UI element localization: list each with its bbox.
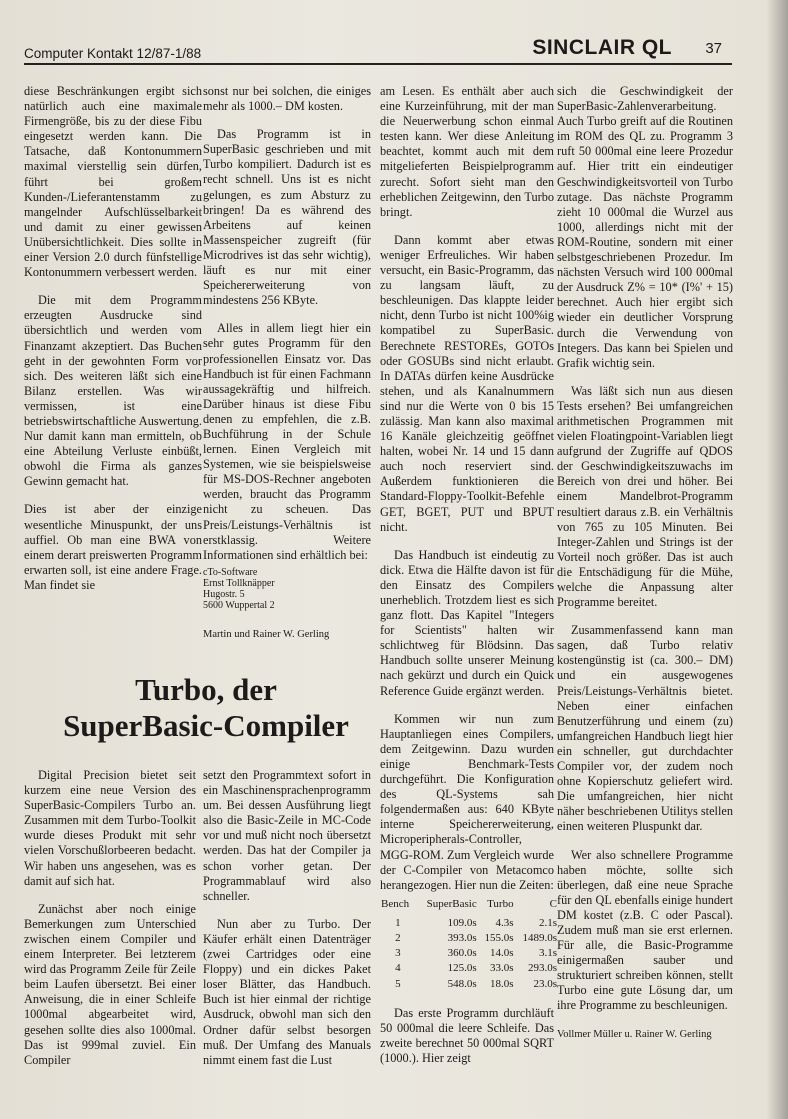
- table-cell: 393.0s: [447, 932, 477, 945]
- column-header: Turbo: [487, 897, 514, 910]
- column-header: SuperBasic: [426, 897, 477, 910]
- table-header-row: [380, 897, 558, 916]
- table-cell: 23.0s: [533, 977, 557, 990]
- table-row: [380, 916, 558, 931]
- column-4: [557, 84, 733, 1042]
- author-signature: Vollmer Müller u. Rainer W. Gerling: [557, 1028, 712, 1040]
- table-cell: 3: [395, 947, 401, 960]
- table-cell: 18.0s: [490, 977, 514, 990]
- table-cell: 4.3s: [495, 916, 514, 929]
- table-cell: 548.0s: [447, 977, 477, 990]
- table-cell: 33.0s: [490, 962, 514, 975]
- column-1-lower: [24, 768, 196, 1081]
- page-binding-shadow: [766, 0, 788, 1119]
- paragraph: Dies ist aber der einzige wesentliche Minuspunkt, der uns auffiel. Ob man eine BWA von einem derart preiswerten Programm erwarten soll, ist eine andere Frage. Man findet sie: [24, 502, 202, 592]
- paragraph: Wer also schnellere Programme haben möchte, sollte sich überlegen, daß eine neue Sprache für den QL ebenfalls einige hundert DM kostet (z.B. C oder Pascal). Zudem muß man sie erst erlernen. Für alle, die Basic-Programme einigermaßen sauber und strukturiert schreiben können, stellt Turbo eine gute Lösung dar, um ihre Programme zu beschleunigen.: [557, 847, 733, 1013]
- magazine-issue: Computer Kontakt 12/87-1/88: [24, 46, 202, 61]
- column-1: [24, 84, 202, 606]
- paragraph: sonst nur bei solchen, die einiges mehr als 1000.– DM kosten.: [203, 84, 371, 114]
- paragraph: Zusammenfassend kann man sagen, daß Turbo relativ kostengünstig ist (ca. 300.– DM) und ein ausgewogenes Preis/Leistungs-Verhältnis bietet. Neben einer einfachen Benutzerführung und einem (zu) umfangreichen Handbuch liegt hier ein schneller, gut durchdachter Compiler vor, der zudem noch ohne Kopierschutz geliefert wird. Die umfangreichen, hier nicht näher beschriebenen Utilitys stellen einen weiteren Pluspunkt dar.: [557, 623, 733, 834]
- table-cell: 5: [395, 977, 401, 990]
- paragraph: Das erste Programm durchläuft 50 000mal die leere Schleife. Das zweite berechnet 50 000mal SQRT (1000.). Hier zeigt: [380, 1005, 554, 1066]
- address-line: cTo-Software: [203, 566, 258, 578]
- paragraph: Was läßt sich nun aus diesen Tests ersehen? Bei umfangreichen arithmetischen Programmen mit vielen Floatingpoint-Variablen liegt aufgrund der Zugriffe auf QDOS der Geschwindigkeitszuwachs im Bereich von drei und höher. Bei einem Mandelbrot-Programm resultiert daraus z.B. ein Verhältnis von 765 zu 105 Minuten. Bei Integer-Zahlen und Strings ist der Vorteil noch größer. Das ist auch die Entschädigung für die Mühe, welche die Anpassung alter Programme bereitet.: [557, 383, 733, 610]
- page-header: [24, 34, 732, 64]
- table-cell: 155.0s: [484, 932, 514, 945]
- table-cell: 14.0s: [490, 947, 514, 960]
- column-2-lower: [203, 768, 371, 1081]
- address-line: Hugostr. 5: [203, 588, 245, 600]
- benchmark-table: [380, 897, 558, 992]
- table-cell: 1489.0s: [522, 932, 557, 945]
- column-header: Bench: [381, 897, 410, 910]
- paragraph: Das Programm ist in SuperBasic geschrieben und mit Turbo kompiliert. Dadurch ist es recht schnell. Uns ist es nicht gelungen, es zum Absturz zu bringen! Da es während des Arbeitens auf keinen Massenspeicher zugreift (für Microdrives ist das sehr wichtig), läuft es nur mit einer Speichererweiterung von mindestens 256 KByte.: [203, 127, 371, 308]
- table-row: [380, 931, 558, 946]
- table-cell: 125.0s: [447, 962, 477, 975]
- address-line: 5600 Wuppertal 2: [203, 599, 275, 611]
- table-cell: 4: [395, 962, 401, 975]
- paragraph: Dann kommt aber etwas weniger Erfreuliches. Wir haben versucht, ein Basic-Programm, das zu langsam läuft, zu beschleunigen. Das klappte leider nicht, denn Turbo ist nicht 100%ig kompatibel zu SuperBasic. Berechnete RESTOREs, GOTOs oder GOSUBs sind nicht erlaubt. In DATAs dürfen keine Ausdrücke stehen, und als Kanalnummern sind nur die Werte von 0 bis 15 zulässig. Man kann also maximal 16 Kanäle gleichzeitig geöffnet halten, wobei Nr. 14 und 15 dann auch noch reserviert sind. Außerdem funktionieren die Standard-Floppy-Toolkit-Befehle GET, BGET, PUT und BPUT nicht.: [380, 232, 554, 534]
- column-3: [380, 84, 557, 1079]
- page-number: 37: [705, 40, 722, 57]
- paragraph: Zunächst aber noch einige Bemerkungen zum Unterschied zwischen einem Compiler und einem Interpreter. Bei letzterem wird das Programm Zeile für Zeile beim Laufen übersetzt. Bei einer Anweisung, die in einer Schleife 1000mal abgearbeitet wird, gesehen sollte dies also 1000mal. Das ist 999mal zuviel. Ein Compiler: [24, 901, 196, 1067]
- table-cell: 3.1s: [538, 947, 557, 960]
- headline-line: Turbo, der: [135, 672, 277, 707]
- table-row: [380, 961, 558, 976]
- table-row: [380, 946, 558, 961]
- paragraph: sich die Geschwindigkeit der SuperBasic-Zahlenverarbeitung. Auch Turbo greift auf die Routinen im ROM des QL zu. Programm 3 ruft 50 000mal eine leere Prozedur auf. Hier tritt ein eindeutiger Geschwindigkeitsvorteil von Turbo zutage. Das nächste Programm zieht 10 000mal die Wurzel aus 1000, allerdings nicht mit der ROM-Routine, sondern mit einer selbstgeschriebenen Prozedur. Im nächsten Versuch wird 100 000mal der Ausdruck Z% = 10* (I%' + 15) berechnet. Auch hier ergibt sich wieder ein deutlicher Vorsprung durch die Verwendung von Integers. Das kann bei Spielen und Grafik wichtig sein.: [557, 84, 733, 370]
- paragraph: am Lesen. Es enthält aber auch eine Kurzeinführung, mit der man die Neuerwerbung schon einmal testen kann. Wer diese Anleitung beachtet, kommt auch mit dem mitgelieferten Beispielprogramm zurecht. Sofort sieht man den erheblichen Zeitgewinn, den Turbo bringt.: [380, 84, 554, 219]
- paragraph: Das Handbuch ist eindeutig zu dick. Etwa die Hälfte davon ist für den Einsatz des Compilers unerheblich. Trotzdem liest es sich ganz flott. Das Kapitel "Integers for Scientists" halten wir schlichtweg für Blödsinn. Das Handbuch sollte unserer Meinung nach gekürzt und durch ein Quick Reference Guide ergänzt werden.: [380, 547, 554, 698]
- table-cell: 109.0s: [447, 916, 477, 929]
- table-cell: 2.1s: [538, 916, 557, 929]
- article-headline: [46, 672, 366, 744]
- table-cell: 360.0s: [447, 947, 477, 960]
- table-cell: 1: [395, 916, 401, 929]
- paragraph: Nun aber zu Turbo. Der Käufer erhält einen Datenträger (zwei Cartridges oder eine Floppy) und ein dickes Paket loser Blätter, das Handbuch. Buch ist hier einmal der richtige Ausdruck, obwohl man sich den Ordner dafür selbst besorgen muß. Der Umfang des Manuals nimmt einem fast die Lust: [203, 916, 371, 1067]
- column-header: C: [549, 897, 557, 910]
- paragraph: Kommen wir nun zum Hauptanliegen eines Compilers, dem Zeitgewinn. Dazu wurden einige Benchmark-Tests durchgeführt. Die Konfiguration des QL-Systems sah folgendermaßen aus: 640 KByte interne Speichererweiterung, Microperipherals-Controller, MGG-ROM. Zum Vergleich wurde der C-Compiler von Metacomco herangezogen. Hier nun die Zeiten:: [380, 711, 554, 892]
- column-2: [203, 84, 371, 642]
- table-row: [380, 977, 558, 992]
- table-cell: 2: [395, 932, 401, 945]
- section-title: SINCLAIR QL: [532, 36, 672, 59]
- vendor-address: [203, 567, 371, 611]
- paragraph: Die mit dem Programm erzeugten Ausdrucke sind übersichtlich und werden vom Finanzamt akzeptiert. Das Buchen geht in der gewohnten Form vor sich. Des weiteren läßt sich eine Bilanz erstellen. Was wir vermissen, ist eine betriebswirtschaftliche Auswertung. Nur damit kann man ermitteln, ob eine Abteilung Verluste einbüßt, obwohl die Firma als ganzes Gewinn gemacht hat.: [24, 293, 202, 489]
- headline-line: SuperBasic-Compiler: [63, 708, 349, 743]
- header-rule: [24, 63, 732, 65]
- address-line: Ernst Tollknäpper: [203, 577, 275, 589]
- paragraph: Alles in allem liegt hier ein sehr gutes Programm für den professionellen Einsatz vor. Das Handbuch ist für einen Fachmann aussagekräftig und hilfreich. Darüber hinaus ist diese Fibu denen zu empfehlen, die z.B. Buchführung in der Schule lernen. Einen Vergleich mit Systemen, wie sie beispielsweise für MS-DOS-Rechner angeboten werden, braucht das Programm nicht zu scheuen. Das Preis/Leistungs-Verhältnis ist erstklassig. Weitere Informationen sind erhältlich bei:: [203, 321, 371, 562]
- paragraph: setzt den Programmtext sofort in ein Maschinensprachenprogramm um. Bei dessen Ausführung liegt also die Basic-Zeile in MC-Code vor und muß nicht noch übersetzt werden. Das hat der Compiler ja schon vorher getan. Der Programmablauf wird also schneller.: [203, 768, 371, 903]
- paragraph: Digital Precision bietet seit kurzem eine neue Version des SuperBasic-Compilers Turbo an. Zusammen mit dem Turbo-Toolkit wurde dieses Produkt mit sehr vielen Vorschußlorbeeren bedacht. Wir haben uns angesehen, was es damit auf sich hat.: [24, 768, 196, 888]
- table-cell: 293.0s: [527, 962, 557, 975]
- author-signature: Martin und Rainer W. Gerling: [203, 628, 330, 640]
- paragraph: diese Beschränkungen ergibt sich natürlich auch eine maximale Firmengröße, bis zu der diese Fibu eingesetzt werden kann. Die Tatsache, daß Kontonummern maximal vierstellig sein dürfen, führt bei großem Kunden-/Lieferantenstamm zu mangelnder Aufschlüsselbarkeit und damit zu einer gewissen Unübersichtlichkeit. Dies sollte in einer Version 2.0 durch fünfstellige Kontonummern verbessert werden.: [24, 84, 202, 280]
